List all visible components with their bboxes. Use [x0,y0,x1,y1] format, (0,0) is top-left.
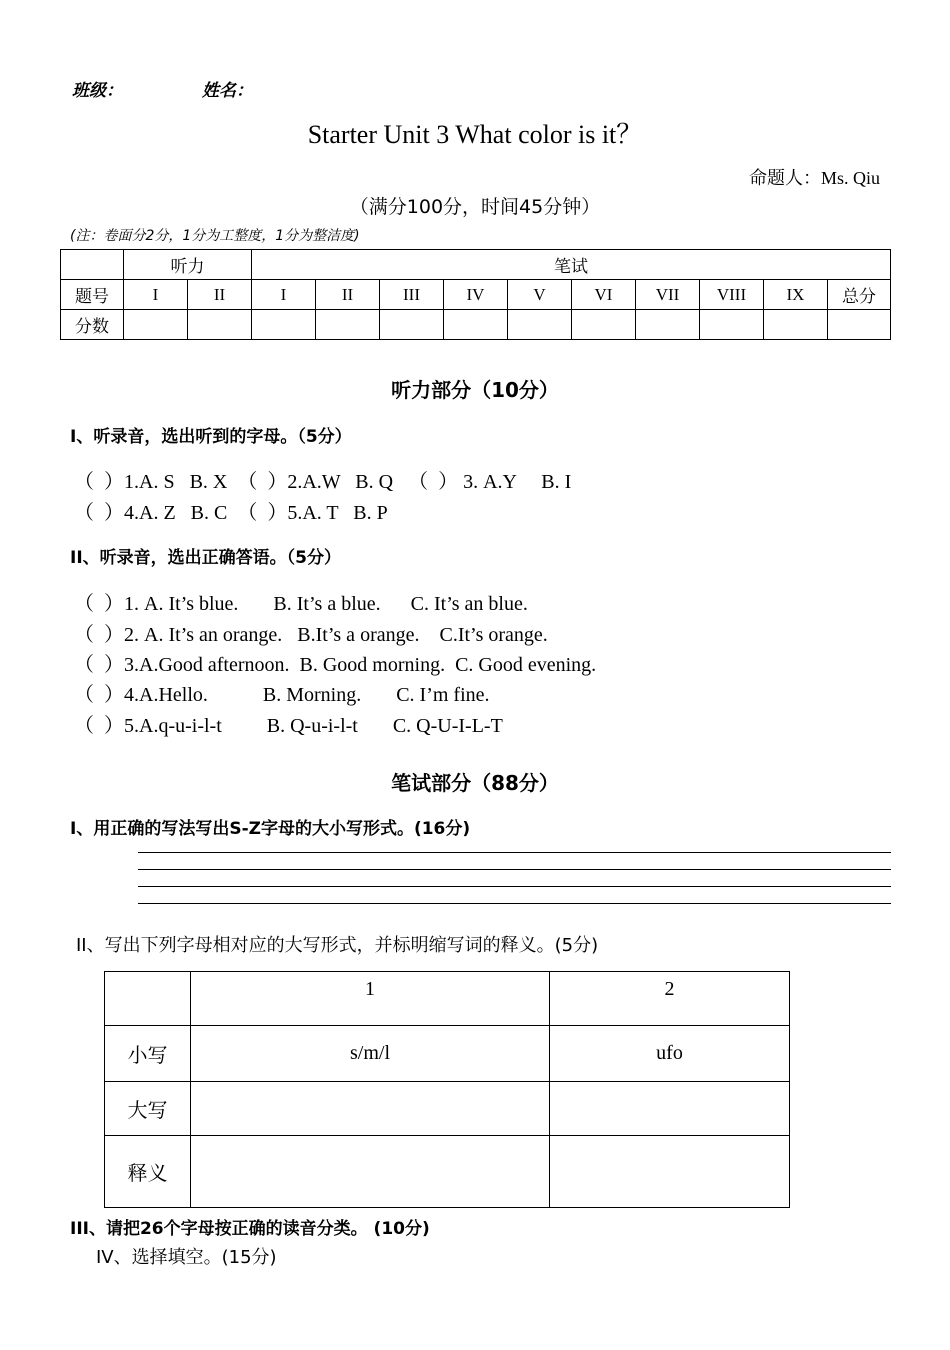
exam-note: (注：卷面分2分，1分为工整度，1分为整洁度) [70,228,360,244]
col-writing-1: I [252,280,316,310]
meaning-answer-cell[interactable] [191,1136,550,1208]
score-cell[interactable] [572,310,636,340]
letter-table-corner [105,972,191,1026]
score-cell[interactable] [444,310,508,340]
letter-table-col-1: 1 [191,972,550,1026]
score-cell[interactable] [188,310,252,340]
score-cell[interactable] [316,310,380,340]
letter-table-col-2: 2 [550,972,790,1026]
listening-part1-heading: I、听录音，选出听到的字母。（5分） [70,427,352,447]
col-writing-9: IX [764,280,828,310]
col-total: 总分 [828,280,891,310]
col-writing-5: V [508,280,572,310]
exam-subtitle: （满分100分，时间45分钟） [349,196,601,218]
writing-line [138,852,891,853]
score-table-score-row [61,310,891,340]
listening-part2-item: （ ）3.A.Good afternoon. B. Good morning. C. Good evening. [74,654,597,676]
score-cell[interactable] [636,310,700,340]
uppercase-answer-cell[interactable] [550,1082,790,1136]
row-label-uppercase: 大写 [105,1082,191,1136]
score-table-number-row [61,280,891,310]
listening-header: 听力 [124,250,252,280]
score-cell[interactable] [380,310,444,340]
score-table [60,249,891,340]
score-table-corner [61,250,124,280]
score-cell[interactable] [508,310,572,340]
row-label-lowercase: 小写 [105,1026,191,1082]
score-cell[interactable] [252,310,316,340]
listening-part2-item: （ ）1. A. It’s blue. B. It’s a blue. C. It’s an blue. [74,593,528,615]
letter-table-lower-row [105,1026,790,1082]
col-writing-8: VIII [700,280,764,310]
listening-part2-item: （ ）5.A.q-u-i-l-t B. Q-u-i-l-t C. Q-U-I-L-T [74,715,503,737]
col-writing-2: II [316,280,380,310]
listening-part1-line2: （ ）4.A. Z B. C （ ）5.A. T B. P [74,502,388,524]
listening-section-title: 听力部分（10分） [391,378,559,402]
writing-part4-heading: IV、选择填空。(15分) [96,1247,277,1268]
letter-table-header-row [105,972,790,1026]
writing-part2-heading: II、写出下列字母相对应的大写形式，并标明缩写词的释义。(5分) [76,935,599,956]
letter-table [104,971,790,1208]
author-line: 命题人：Ms. Qiu [748,168,880,188]
listening-part2-item: （ ）2. A. It’s an orange. B.It’s a orange. C.It’s orange. [74,624,548,646]
writing-part3-heading: III、请把26个字母按正确的读音分类。 (10分) [70,1219,430,1239]
col-writing-7: VII [636,280,700,310]
col-listening-1: I [124,280,188,310]
writing-line [138,886,891,887]
score-cell[interactable] [700,310,764,340]
letter-table-upper-row [105,1082,790,1136]
writing-line [138,903,891,904]
col-writing-6: VI [572,280,636,310]
writing-part1-heading: I、用正确的写法写出S-Z字母的大小写形式。(16分) [70,819,471,839]
score-cell[interactable] [764,310,828,340]
lowercase-value-2: ufo [550,1026,790,1082]
score-cell[interactable] [124,310,188,340]
name-label: 姓名： [202,81,253,101]
writing-line [138,869,891,870]
col-writing-3: III [380,280,444,310]
score-table-header-row [61,250,891,280]
col-writing-4: IV [444,280,508,310]
listening-part1-line1: （ ）1.A. S B. X （ ）2.A.W B. Q （ ） 3. A.Y B. I [74,471,572,493]
row-label-number: 题号 [61,280,124,310]
lowercase-value-1: s/m/l [191,1026,550,1082]
writing-header: 笔试 [252,250,891,280]
class-label: 班级： [72,81,123,101]
score-cell[interactable] [828,310,891,340]
listening-part2-heading: II、听录音，选出正确答语。（5分） [70,548,341,568]
row-label-score: 分数 [61,310,124,340]
page-title: Starter Unit 3 What color is it？ [307,120,643,149]
col-listening-2: II [188,280,252,310]
row-label-meaning: 释义 [105,1136,191,1208]
listening-part2-item: （ ）4.A.Hello. B. Morning. C. I’m fine. [74,684,490,706]
meaning-answer-cell[interactable] [550,1136,790,1208]
writing-section-title: 笔试部分（88分） [391,771,559,795]
letter-table-meaning-row [105,1136,790,1208]
uppercase-answer-cell[interactable] [191,1082,550,1136]
